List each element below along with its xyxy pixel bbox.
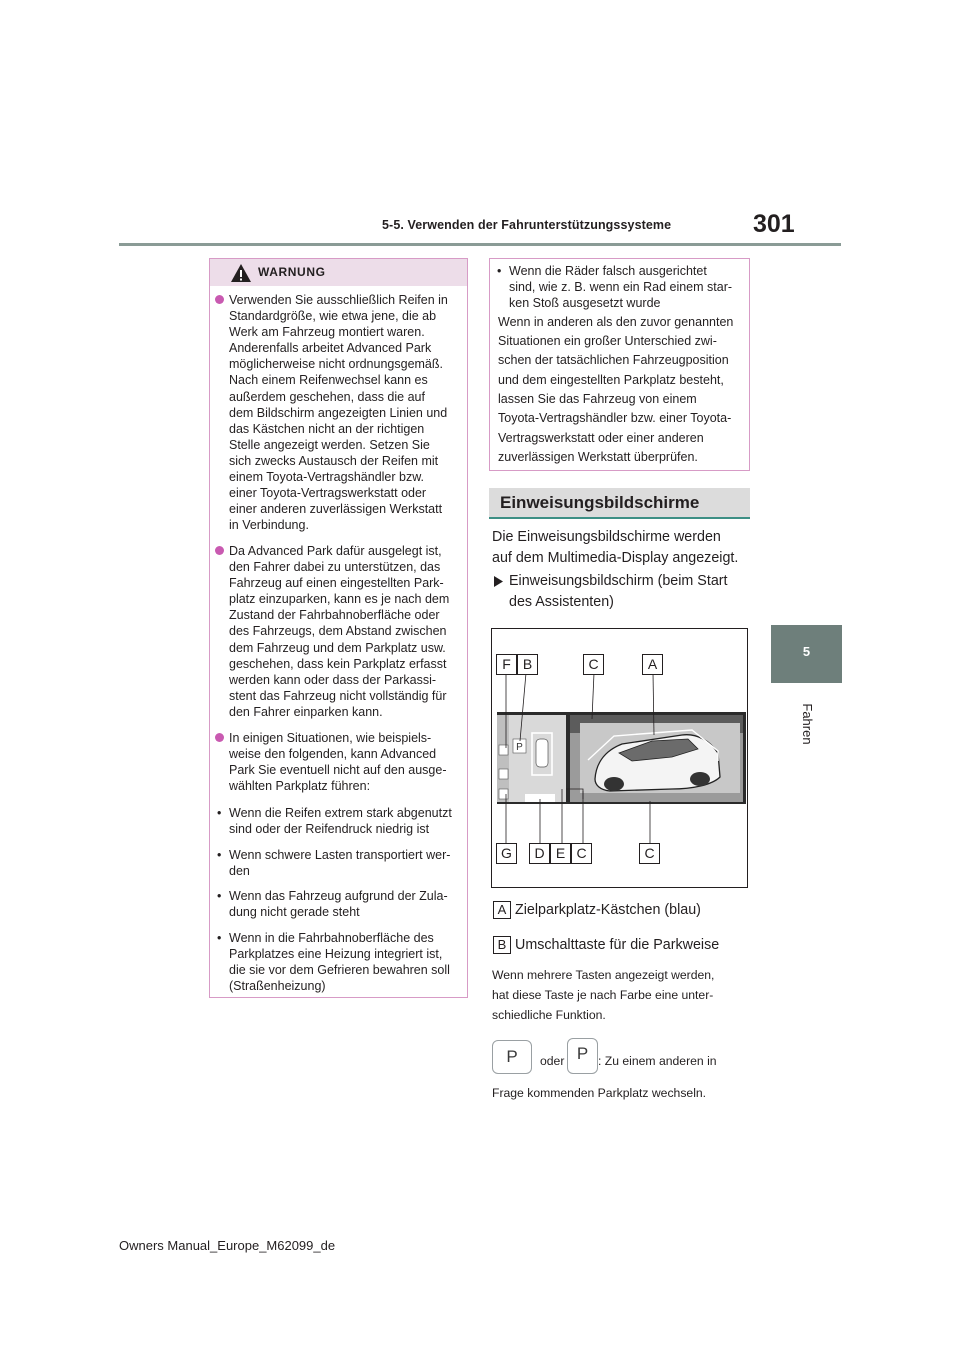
text-line: des Fahrzeugs, dem Abstand zwischen [229, 624, 447, 639]
text-line: und dem eingestellten Parkplatz besteht, [498, 373, 724, 387]
text-line: Park Sie eventuell nicht auf den ausge- [229, 763, 447, 778]
label-c-top: C [583, 654, 604, 675]
warning-bullet [229, 292, 448, 533]
label-e: E [550, 843, 571, 864]
bullet-dot-icon [215, 733, 224, 742]
footer-doc-id: Owners Manual_Europe_M62099_de [119, 1238, 336, 1253]
chapter-label: Fahren [800, 703, 815, 745]
text-line: Die Einweisungsbildschirme werden [492, 529, 721, 545]
text-line: Wenn die Reifen extrem stark abgenutzt [229, 806, 452, 820]
text-line: In einigen Situationen, wie beispiels- [229, 731, 432, 745]
text-line: sich zwecks Austausch der Reifen mit [229, 453, 439, 468]
warning-dash-item: • Wenn schwere Lasten transportiert wer- den [217, 848, 451, 879]
step-arrow-icon [494, 576, 503, 587]
step-text [509, 571, 728, 613]
text-line: in Verbindung. [229, 518, 309, 533]
page-number: 301 [753, 210, 795, 238]
warning-header [210, 259, 467, 286]
warning-dash-item: • Wenn in die Fahrbahnoberfläche des Parkplatzes eine Heizung integriert ist, die sie vor dem Gefrieren bewahren soll (Straßenheizung) [217, 931, 450, 994]
warning-title: WARNUNG [258, 265, 326, 279]
legend-key-b: B [493, 936, 511, 954]
text-line: Wenn in die Fahrbahnoberfläche des [229, 931, 434, 945]
text-line: dung nicht gerade steht [229, 905, 360, 920]
text-line: einem Toyota-Vertragshändler bzw. [229, 470, 425, 485]
guidance-screen-figure [491, 628, 748, 888]
label-f: F [496, 654, 517, 675]
label-c-bottom: C [571, 843, 592, 864]
p-button-text-cont: Frage kommenden Parkplatz wechseln. [492, 1086, 707, 1100]
text-line: Parkplatzes eine Heizung integriert ist, [229, 947, 443, 962]
label-b: B [517, 654, 538, 675]
text-line: den Fahrer dabei zu unterstützen, das [229, 560, 441, 575]
legend-text-a: Zielparkplatz-Kästchen (blau) [515, 902, 701, 918]
warning-triangle-icon [230, 263, 252, 283]
text-line: den Fahrer einparken kann. [229, 704, 383, 719]
text-line: außerdem geschehen, dass die auf [229, 389, 425, 404]
text-line: Toyota-Vertragshändler bzw. einer Toyota- [498, 411, 732, 425]
text-line: möglicherweise nicht ordnungsgemäß. [229, 357, 443, 372]
legend-key-a: A [493, 901, 511, 919]
text-line: einer Toyota-Vertragswerkstatt oder [229, 486, 427, 501]
parking-button-icon: P [492, 1040, 532, 1074]
text-line: Wenn in anderen als den zuvor genannten [498, 315, 734, 329]
text-line: sind, wie z. B. wenn ein Rad einem star- [509, 280, 733, 295]
text-line: geschehen, dass kein Parkplatz erfasst [229, 656, 447, 671]
text-line: Standardgröße, wie etwa jene, die ab [229, 309, 437, 324]
p-button-text: : Zu einem anderen in [598, 1054, 717, 1068]
text-line: Wenn schwere Lasten transportiert wer- [229, 848, 451, 862]
text-line: Da Advanced Park dafür ausgelegt ist, [229, 544, 442, 558]
text-line: ken Stoß ausgesetzt wurde [509, 296, 661, 311]
legend-text-b: Umschalttaste für die Parkweise [515, 937, 720, 953]
chapter-number: 5 [802, 644, 811, 659]
text-line: zuverlässigen Werkstatt überprüfen. [498, 450, 698, 464]
text-line: Wenn das Fahrzeug aufgrund der Zula- [229, 889, 448, 903]
text-line: sind oder der Reifendruck niedrig ist [229, 822, 430, 837]
note-paragraph [492, 965, 714, 1025]
section-heading: 5-5. Verwenden der Fahrunterstützungssysteme [382, 218, 672, 232]
chapter-tab [771, 625, 842, 683]
warning-bullet [229, 730, 447, 794]
text-line: werden kann oder dass der Parkassi- [229, 672, 437, 687]
text-line: Wenn die Räder falsch ausgerichtet [509, 264, 707, 278]
parking-button-alt-icon: P [567, 1038, 598, 1074]
warning-continuation-box [489, 258, 750, 471]
text-line: Fahrzeug auf einen eingestellten Park- [229, 576, 444, 591]
warning-bullet [229, 543, 449, 720]
text-line: schiedliche Funktion. [492, 1008, 606, 1022]
label-d: D [529, 843, 550, 864]
text-line: auf dem Multimedia-Display angezeigt. [492, 550, 739, 566]
warning-dash-item: • Wenn das Fahrzeug aufgrund der Zula- dung nicht gerade steht [217, 889, 448, 920]
section-title-bar [489, 488, 750, 519]
text-line: Situationen ein großer Unterschied zwi- [498, 334, 717, 348]
bullet-dot-icon [215, 295, 224, 304]
warning-box [209, 258, 468, 998]
text-line: stent das Fahrzeug nicht vollständig für [229, 688, 447, 703]
text-line: wählten Parkplatz führen: [229, 779, 371, 794]
warning-dash-item: • Wenn die Räder falsch ausgerichtet sind, wie z. B. wenn ein Rad einem star- ken Stoß ausgesetzt wurde [497, 264, 733, 311]
header-rule [119, 243, 841, 246]
text-line: Zustand der Fahrbahnoberfläche oder [229, 608, 440, 623]
text-line: dem Fahrzeug und dem Parkplatz usw. [229, 640, 446, 655]
text-line: den [229, 864, 250, 879]
text-line: einer anderen zuverlässigen Werkstatt [229, 502, 443, 517]
text-line: Nach einem Reifenwechsel kann es [229, 373, 428, 388]
label-g: G [496, 843, 517, 864]
or-text: oder [540, 1054, 565, 1068]
label-c-bottom-right: C [639, 843, 660, 864]
text-line: hat diese Taste je nach Farbe eine unter- [492, 988, 714, 1002]
intro-paragraph [492, 527, 738, 569]
text-line: Anderenfalls arbeitet Advanced Park [229, 341, 432, 356]
text-line: die sie vor dem Gefrieren bewahren soll [229, 963, 450, 978]
text-line: platz einzuparken, kann es je nach dem [229, 592, 450, 607]
text-line: lassen Sie das Fahrzeug von einem [498, 392, 697, 406]
bullet-dot-icon [215, 546, 224, 555]
text-line: Einweisungsbildschirm (beim Start [509, 573, 728, 589]
text-line: weise den folgenden, kann Advanced [229, 747, 437, 762]
text-line: Wenn mehrere Tasten angezeigt werden, [492, 968, 715, 982]
text-line: dem Bildschirm angezeigten Linien und [229, 405, 448, 420]
text-line: Werk am Fahrzeug montiert waren. [229, 325, 425, 340]
text-line: Verwenden Sie ausschließlich Reifen in [229, 293, 448, 307]
text-line: des Assistenten) [509, 594, 614, 610]
text-line: Vertragswerkstatt oder einer anderen [498, 431, 704, 445]
label-a: A [642, 654, 663, 675]
text-line: das Kästchen nicht an der richtigen [229, 421, 425, 436]
text-line: schen der tatsächlichen Fahrzeugposition [498, 353, 729, 367]
svg-text:P: P [516, 742, 523, 753]
warning-dash-item: • Wenn die Reifen extrem stark abgenutzt sind oder der Reifendruck niedrig ist [217, 806, 452, 837]
text-line: Stelle angezeigt werden. Setzen Sie [229, 437, 430, 452]
text-line: (Straßenheizung) [229, 979, 326, 994]
section-title: Einweisungsbildschirme [500, 493, 700, 512]
